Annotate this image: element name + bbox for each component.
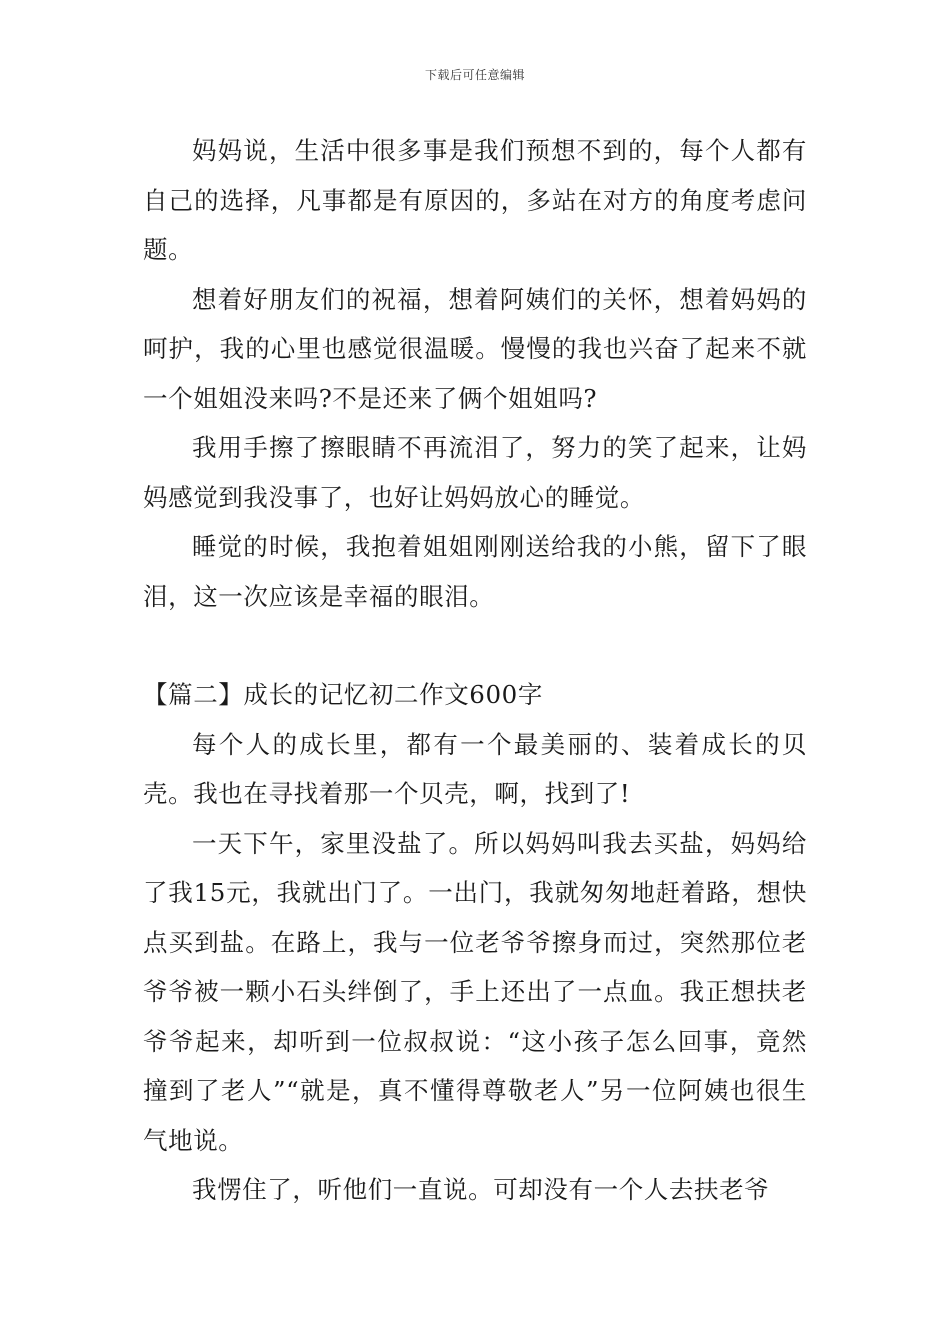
- document-body: [143, 126, 807, 1215]
- paragraph: 每个人的成长里，都有一个最美丽的、装着成长的贝壳。我也在寻找着那一个贝壳，啊，找到了!: [143, 729, 807, 808]
- paragraph: 我用手擦了擦眼睛不再流泪了，努力的笑了起来，让妈妈感觉到我没事了，也好让妈妈放心的睡觉。: [143, 433, 807, 512]
- paragraph: 想着好朋友们的祝福，想着阿姨们的关怀，想着妈妈的呵护，我的心里也感觉很温暖。慢慢的我也兴奋了起来不就一个姐姐没来吗?不是还来了俩个姐姐吗?: [143, 284, 807, 413]
- paragraph: 妈妈说，生活中很多事是我们预想不到的，每个人都有自己的选择，凡事都是有原因的，多站在对方的角度考虑问题。: [143, 136, 807, 264]
- page-header: 下载后可任意编辑: [424, 68, 525, 82]
- paragraph: 我愣住了，听他们一直说。可却没有一个人去扶老爷: [192, 1175, 770, 1204]
- section-spacer: [143, 621, 807, 670]
- section-heading: 【篇二】成长的记忆初二作文600字: [143, 680, 543, 709]
- paragraph: 一天下午，家里没盐了。所以妈妈叫我去买盐，妈妈给了我15元，我就出门了。一出门，我就匆匆地赶着路，想快点买到盐。在路上，我与一位老爷爷擦身而过，突然那位老爷爷被一颗小石头绊倒了，手上还出了一点血。我正想扶老爷爷起来，却听到一位叔叔说：“这小孩子怎么回事，竟然撞到了老人”“就是，真不懂得尊敬老人”另一位阿姨也很生气地说。: [143, 828, 807, 1155]
- paragraph: 睡觉的时候，我抱着姐姐刚刚送给我的小熊，留下了眼泪，这一次应该是幸福的眼泪。: [143, 532, 807, 611]
